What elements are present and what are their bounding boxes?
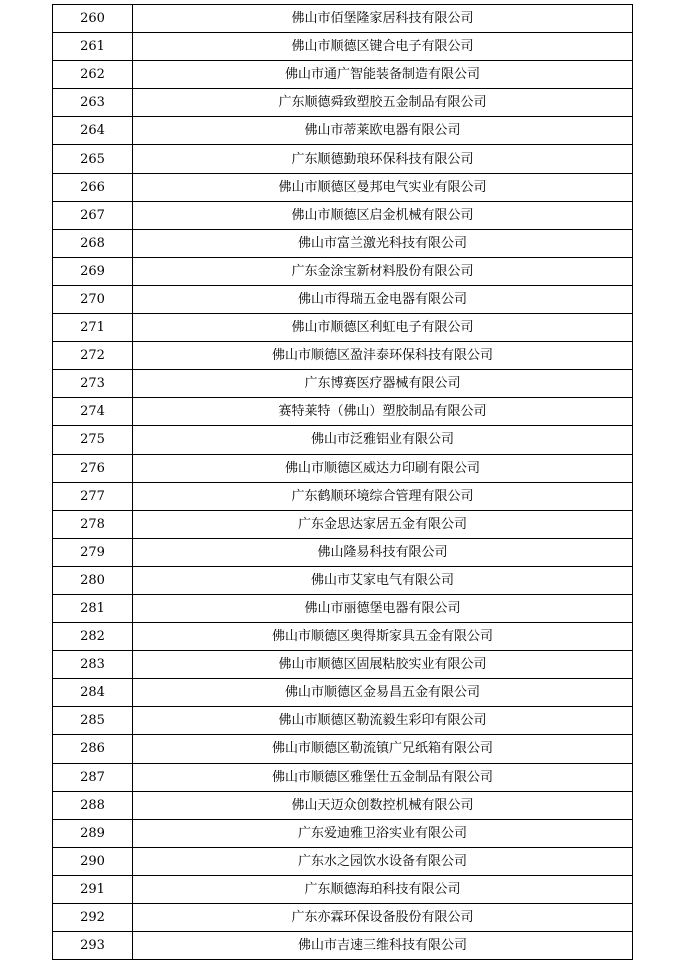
- row-number: 290: [53, 847, 133, 875]
- row-number: 267: [53, 201, 133, 229]
- company-name: 佛山市富兰激光科技有限公司: [133, 229, 633, 257]
- table-row: [53, 875, 633, 903]
- table-row: [53, 314, 633, 342]
- table-row: [53, 61, 633, 89]
- table-row: [53, 651, 633, 679]
- row-number: 286: [53, 735, 133, 763]
- table-row: [53, 201, 633, 229]
- company-name: 佛山市顺德区威达力印刷有限公司: [133, 454, 633, 482]
- table-row: [53, 763, 633, 791]
- table-row: [53, 482, 633, 510]
- table-row: [53, 398, 633, 426]
- row-number: 272: [53, 342, 133, 370]
- table-row: [53, 229, 633, 257]
- row-number: 279: [53, 538, 133, 566]
- company-name: 佛山市蒂莱欧电器有限公司: [133, 117, 633, 145]
- company-name: 广东水之园饮水设备有限公司: [133, 847, 633, 875]
- company-name: 佛山隆易科技有限公司: [133, 538, 633, 566]
- company-list-body: [53, 5, 633, 960]
- row-number: 282: [53, 623, 133, 651]
- row-number: 265: [53, 145, 133, 173]
- table-row: [53, 117, 633, 145]
- row-number: 285: [53, 707, 133, 735]
- company-name: 佛山市艾家电气有限公司: [133, 566, 633, 594]
- table-row: [53, 819, 633, 847]
- table-row: [53, 173, 633, 201]
- company-name: 佛山市顺德区启金机械有限公司: [133, 201, 633, 229]
- company-name: 广东亦霖环保设备股份有限公司: [133, 904, 633, 932]
- row-number: 278: [53, 510, 133, 538]
- table-row: [53, 623, 633, 651]
- company-name: 广东顺德舜致塑胶五金制品有限公司: [133, 89, 633, 117]
- row-number: 274: [53, 398, 133, 426]
- company-name: 广东金涂宝新材料股份有限公司: [133, 257, 633, 285]
- company-name: 佛山市顺德区固展粘胶实业有限公司: [133, 651, 633, 679]
- row-number: 266: [53, 173, 133, 201]
- company-name: 佛山市顺德区勒流毅生彩印有限公司: [133, 707, 633, 735]
- row-number: 289: [53, 819, 133, 847]
- row-number: 288: [53, 791, 133, 819]
- table-row: [53, 370, 633, 398]
- company-name: 佛山市泛雅铝业有限公司: [133, 426, 633, 454]
- row-number: 276: [53, 454, 133, 482]
- row-number: 271: [53, 314, 133, 342]
- company-name: 赛特莱特（佛山）塑胶制品有限公司: [133, 398, 633, 426]
- company-name: 佛山市得瑞五金电器有限公司: [133, 285, 633, 313]
- table-row: [53, 904, 633, 932]
- table-row: [53, 33, 633, 61]
- table-row: [53, 847, 633, 875]
- company-name: 佛山市顺德区曼邦电气实业有限公司: [133, 173, 633, 201]
- table-row: [53, 594, 633, 622]
- table-row: [53, 932, 633, 960]
- row-number: 261: [53, 33, 133, 61]
- table-row: [53, 791, 633, 819]
- row-number: 293: [53, 932, 133, 960]
- table-row: [53, 538, 633, 566]
- row-number: 277: [53, 482, 133, 510]
- row-number: 263: [53, 89, 133, 117]
- company-name: 佛山市佰堡隆家居科技有限公司: [133, 5, 633, 33]
- row-number: 291: [53, 875, 133, 903]
- company-name: 佛山市通广智能装备制造有限公司: [133, 61, 633, 89]
- company-name: 佛山市丽德堡电器有限公司: [133, 594, 633, 622]
- row-number: 269: [53, 257, 133, 285]
- table-row: [53, 735, 633, 763]
- row-number: 275: [53, 426, 133, 454]
- row-number: 284: [53, 679, 133, 707]
- company-name: 佛山市顺德区盈沣泰环保科技有限公司: [133, 342, 633, 370]
- row-number: 283: [53, 651, 133, 679]
- row-number: 280: [53, 566, 133, 594]
- company-name: 佛山市吉速三维科技有限公司: [133, 932, 633, 960]
- row-number: 287: [53, 763, 133, 791]
- company-name: 佛山市顺德区键合电子有限公司: [133, 33, 633, 61]
- row-number: 260: [53, 5, 133, 33]
- table-row: [53, 510, 633, 538]
- company-name: 佛山市顺德区利虹电子有限公司: [133, 314, 633, 342]
- table-row: [53, 454, 633, 482]
- table-row: [53, 342, 633, 370]
- company-list-table: [52, 4, 633, 960]
- row-number: 281: [53, 594, 133, 622]
- company-name: 佛山市顺德区雅堡仕五金制品有限公司: [133, 763, 633, 791]
- company-name: 广东金思达家居五金有限公司: [133, 510, 633, 538]
- table-row: [53, 5, 633, 33]
- row-number: 270: [53, 285, 133, 313]
- row-number: 292: [53, 904, 133, 932]
- table-row: [53, 145, 633, 173]
- company-name: 广东顺德勤琅环保科技有限公司: [133, 145, 633, 173]
- table-row: [53, 285, 633, 313]
- company-name: 佛山市顺德区奥得斯家具五金有限公司: [133, 623, 633, 651]
- row-number: 273: [53, 370, 133, 398]
- table-row: [53, 566, 633, 594]
- table-row: [53, 89, 633, 117]
- row-number: 262: [53, 61, 133, 89]
- table-row: [53, 679, 633, 707]
- row-number: 264: [53, 117, 133, 145]
- company-name: 佛山天迈众创数控机械有限公司: [133, 791, 633, 819]
- company-name: 佛山市顺德区勒流镇广兄纸箱有限公司: [133, 735, 633, 763]
- row-number: 268: [53, 229, 133, 257]
- table-row: [53, 257, 633, 285]
- company-name: 广东鹤顺环境综合管理有限公司: [133, 482, 633, 510]
- table-row: [53, 426, 633, 454]
- company-name: 广东爱迪雅卫浴实业有限公司: [133, 819, 633, 847]
- company-name: 广东博赛医疗器械有限公司: [133, 370, 633, 398]
- table-row: [53, 707, 633, 735]
- company-name: 广东顺德海珀科技有限公司: [133, 875, 633, 903]
- company-name: 佛山市顺德区金易昌五金有限公司: [133, 679, 633, 707]
